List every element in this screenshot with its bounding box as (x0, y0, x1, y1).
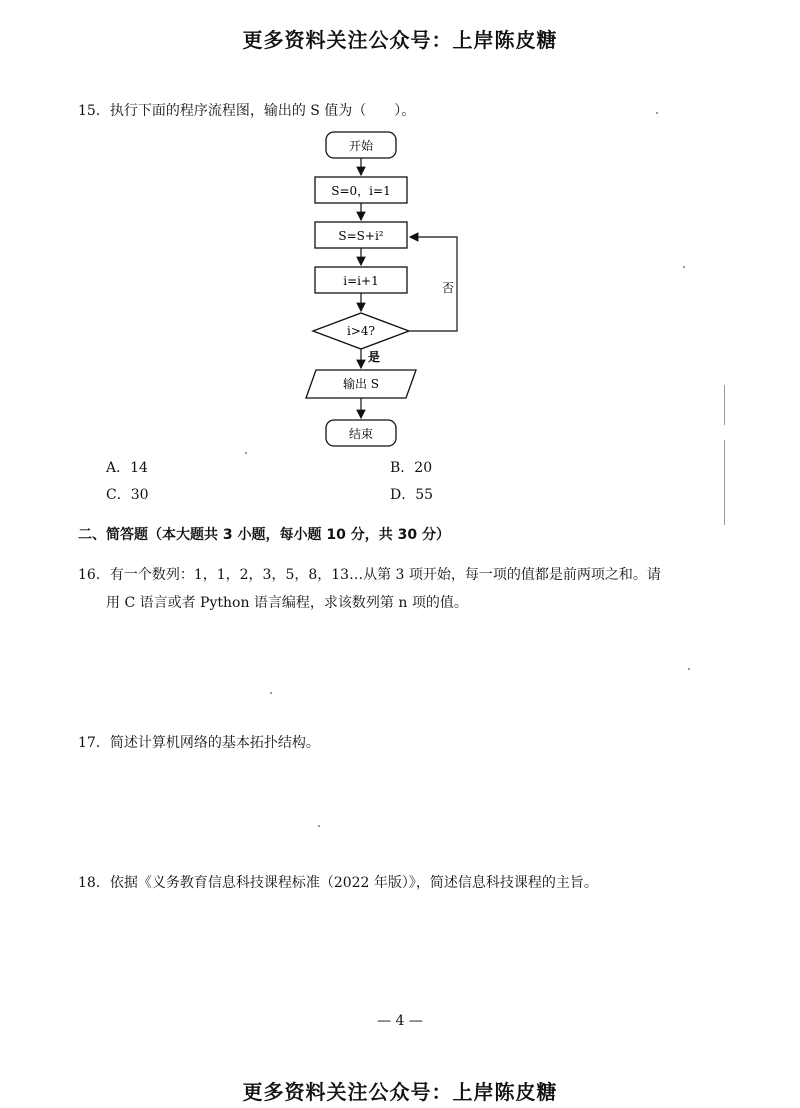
scan-mark (724, 385, 725, 425)
option-d: D．55 (390, 487, 434, 503)
flow-init-label: S=0，i=1 (331, 184, 391, 198)
scan-speck (270, 692, 272, 694)
flow-increment-label: i=i+1 (343, 274, 379, 288)
scan-speck (656, 112, 658, 114)
scan-speck (683, 266, 685, 268)
question-16-line2: 用 C 语言或者 Python 语言编程，求该数列第 n 项的值。 (106, 595, 468, 611)
question-17-text: 17．简述计算机网络的基本拓扑结构。 (78, 735, 320, 751)
flow-condition-label: i>4? (347, 324, 375, 338)
question-15-text: 15．执行下面的程序流程图，输出的 S 值为（ ）。 (78, 103, 416, 119)
scan-speck (245, 452, 247, 454)
flow-end-label: 结束 (348, 427, 374, 441)
option-b: B．20 (390, 460, 433, 476)
scan-speck (688, 668, 690, 670)
scan-mark (724, 440, 725, 525)
flowchart (290, 125, 480, 455)
section-2-title: 二、简答题（本大题共 3 小题，每小题 10 分，共 30 分） (78, 527, 450, 543)
flow-no-label: 否 (442, 281, 455, 295)
flow-start-label: 开始 (348, 139, 374, 153)
scan-speck (318, 825, 320, 827)
option-c: C．30 (106, 487, 149, 503)
flow-accumulate-label: S=S+i² (338, 229, 384, 243)
question-16-line1: 16．有一个数列：1，1，2，3，5，8，13…从第 3 项开始，每一项的值都是前两项之和。请 (78, 567, 661, 583)
page-number: — 4 — (377, 1013, 423, 1029)
header-banner: 更多资料关注公众号：上岸陈皮糖 (242, 28, 558, 52)
footer-banner: 更多资料关注公众号：上岸陈皮糖 (242, 1080, 558, 1104)
option-a: A．14 (106, 460, 148, 476)
flow-yes-label: 是 (368, 350, 381, 364)
question-18-text: 18．依据《义务教育信息科技课程标准（2022 年版）》，简述信息科技课程的主旨。 (78, 875, 598, 891)
flow-output-label: 输出 S (342, 377, 380, 391)
